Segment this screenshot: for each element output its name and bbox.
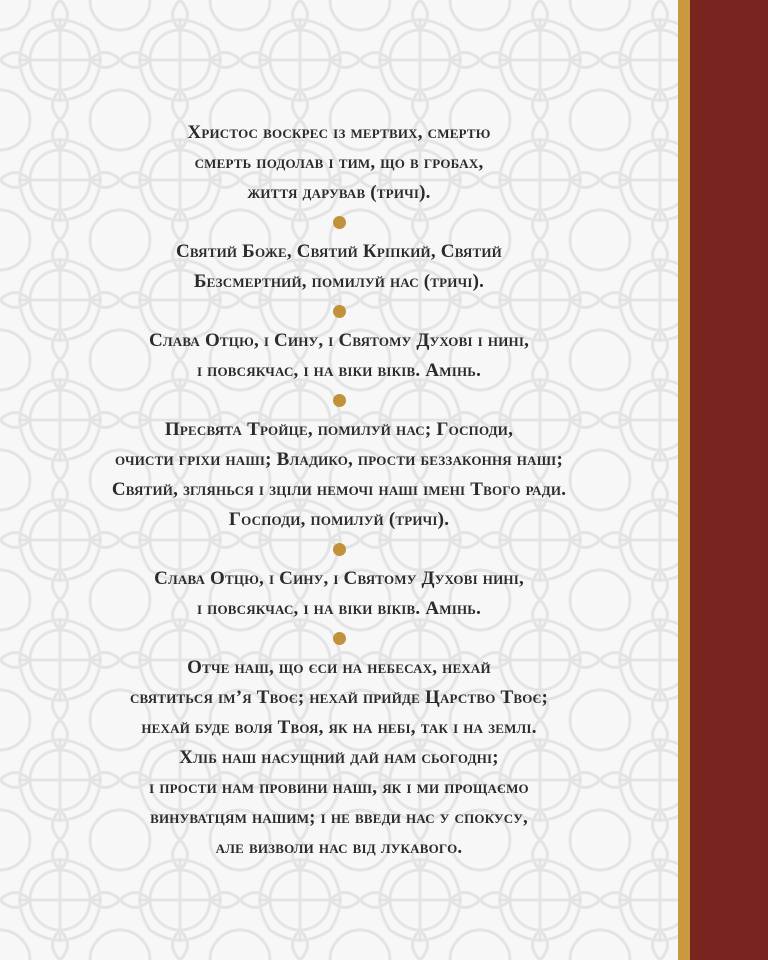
prayer-line: винуватцям нашим; і не введи нас у спокусу,: [150, 807, 528, 828]
prayer-line: і повсякчас, і на віки віків. Амінь.: [196, 360, 482, 381]
prayer-stanza: [0, 415, 678, 535]
prayer-line: Хліб наш насущний дай нам сьогодні;: [179, 747, 499, 768]
prayer-line: Святий Боже, Святий Кріпкий, Святий: [176, 241, 502, 262]
prayer-stanza: [0, 326, 678, 386]
prayer-line: Святий, зглянься і зціли немочі наші імені Твого ради.: [111, 479, 567, 500]
prayer-stanza: [0, 653, 678, 863]
prayer-line: очисти гріхи наші; Владико, прости беззаконня наші;: [115, 449, 563, 470]
prayer-line: нехай буде воля Твоя, як на небі, так і на землі.: [141, 717, 537, 738]
prayer-stanza: [0, 118, 678, 208]
prayer-line: Безсмертний, помилуй нас (тричі).: [193, 271, 485, 292]
ornament-dot: [333, 394, 346, 407]
prayer-line: життя дарував (тричі).: [247, 182, 431, 203]
ornament-dot: [333, 632, 346, 645]
prayer-stanza: [0, 237, 678, 297]
prayer-line: Господи, помилуй (тричі).: [228, 509, 450, 530]
prayer-line: Слава Отцю, і Сину, і Святому Духові нині,: [154, 568, 524, 589]
prayer-line: святиться ім’я Твоє; нехай прийде Царство Твоє;: [129, 687, 549, 708]
prayer-line: і повсякчас, і на віки віків. Амінь.: [196, 598, 482, 619]
prayer-line: і прости нам провини наші, як і ми прощаємо: [149, 777, 529, 798]
prayer-line: але визволи нас від лукавого.: [215, 837, 463, 858]
prayer-line: Слава Отцю, і Сину, і Святому Духові і нині,: [148, 330, 530, 351]
prayer-stanza: [0, 564, 678, 624]
ornament-dot: [333, 543, 346, 556]
ornament-dot: [333, 305, 346, 318]
prayer-line: Христос воскрес із мертвих, смертю: [187, 122, 491, 143]
ornament-dot: [333, 216, 346, 229]
prayer-line: Отче наш, що єси на небесах, нехай: [187, 657, 491, 678]
red-side-band: [690, 0, 768, 960]
prayer-line: смерть подолав і тим, що в гробах,: [194, 152, 484, 173]
gold-border-strip: [678, 0, 690, 960]
prayer-text: [0, 118, 678, 863]
prayer-line: Пресвята Тройце, помилуй нас; Господи,: [164, 419, 514, 440]
